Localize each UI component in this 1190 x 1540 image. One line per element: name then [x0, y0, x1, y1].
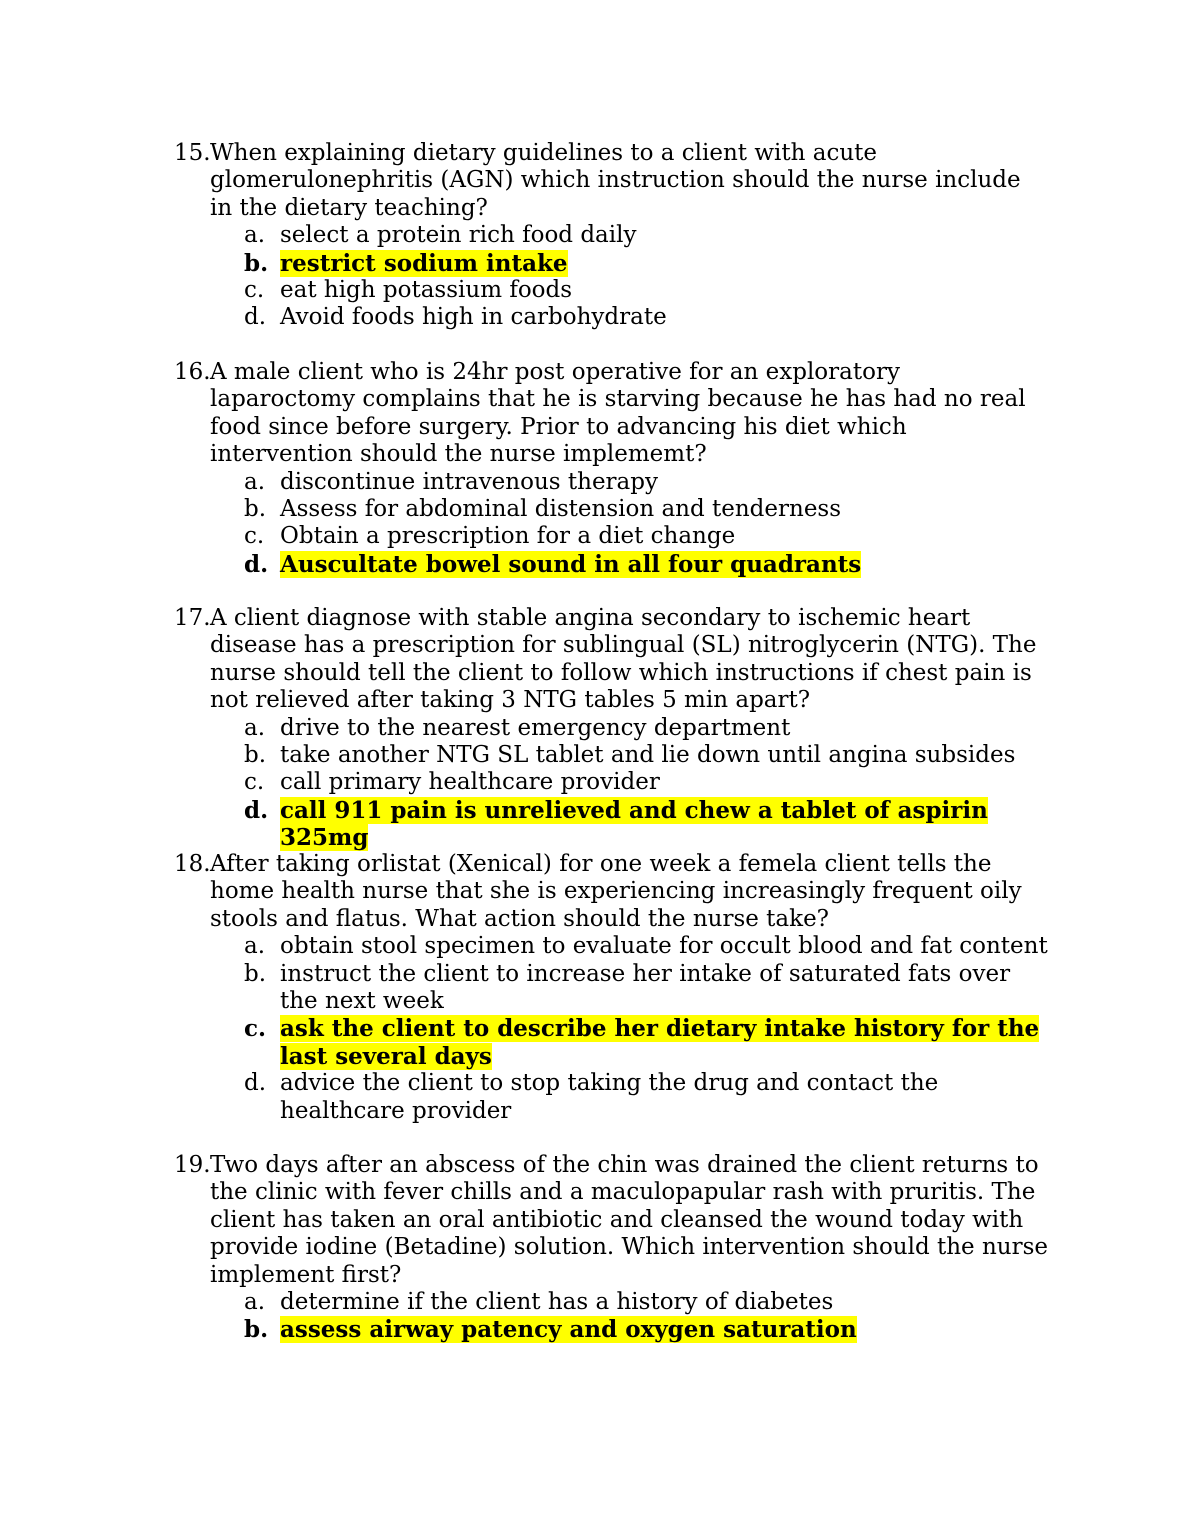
option-b — [244, 742, 1050, 769]
option-text-highlighted: call 911 pain is unrelieved and chew a tablet of aspirin 325mg — [280, 796, 988, 852]
option-d — [244, 1070, 1050, 1125]
question-text: When explaining dietary guidelines to a client with acute glomerulonephritis (AGN) which instruction should the nurse include in the dietary teaching? — [210, 140, 1021, 221]
option-a — [244, 222, 1050, 249]
question-19 — [0, 1152, 1190, 1344]
question-stem — [174, 851, 1050, 933]
option-text: Avoid foods high in carbohydrate — [280, 304, 667, 331]
option-text: select a protein rich food daily — [280, 222, 637, 249]
option-text-highlighted: restrict sodium intake — [280, 249, 568, 277]
answer-letter: d. — [244, 550, 269, 578]
question-stem — [174, 140, 1050, 222]
option-letter: a. — [244, 933, 266, 960]
option-letter: d. — [244, 304, 267, 331]
option-text: obtain stool specimen to evaluate for occult blood and fat content — [280, 933, 1048, 960]
answer-options — [0, 222, 1190, 332]
question-stem — [174, 605, 1050, 715]
question-number: 16. — [174, 359, 211, 385]
question-text: A client diagnose with stable angina secondary to ischemic heart disease has a prescription for sublingual (SL) nitroglycerin (NTG). The nurse should tell the client to follow which instructions if chest pain is not relieved after taking 3 NTG tables 5 min apart? — [210, 605, 1037, 714]
question-17 — [0, 605, 1190, 852]
question-15 — [0, 140, 1190, 332]
option-text: Obtain a prescription for a diet change — [280, 523, 736, 550]
question-18 — [0, 851, 1190, 1125]
option-text-highlighted: Auscultate bowel sound in all four quadrants — [280, 550, 862, 578]
option-text: advice the client to stop taking the drug and contact the healthcare provider — [280, 1070, 939, 1124]
question-text: After taking orlistat (Xenical) for one week a femela client tells the home health nurse that she is experiencing increasingly frequent oily stools and flatus. What action should the nurse take? — [210, 851, 1022, 932]
answer-options — [0, 469, 1190, 579]
question-16 — [0, 359, 1190, 578]
question-number: 15. — [174, 140, 211, 166]
answer-letter: d. — [244, 796, 269, 824]
option-a — [244, 1289, 1050, 1316]
option-b — [244, 496, 1050, 523]
answer-options — [0, 933, 1190, 1125]
question-number: 18. — [174, 851, 211, 877]
option-letter: a. — [244, 714, 266, 741]
answer-options — [0, 1289, 1190, 1344]
question-text: A male client who is 24hr post operative for an exploratory laparoctomy complains that he is starving because he has had no real food since before surgery. Prior to advancing his diet which intervention should the nurse implememt? — [210, 359, 1026, 468]
option-text: eat high potassium foods — [280, 277, 573, 304]
option-letter: c. — [244, 769, 265, 796]
option-c — [244, 277, 1050, 304]
option-a — [244, 468, 1050, 496]
option-letter: c. — [244, 523, 265, 550]
option-b-correct — [244, 249, 1050, 277]
answer-letter: b. — [244, 1316, 269, 1344]
option-text: drive to the nearest emergency department — [280, 714, 791, 741]
option-d-correct — [244, 550, 1050, 578]
answer-letter: b. — [244, 249, 269, 277]
option-a — [244, 933, 1050, 960]
question-text: Two days after an abscess of the chin was drained the client returns to the clinic with fever chills and a maculopapular rash with pruritis. The client has taken an oral antibiotic and cleansed the wound today with provide iodine (Betadine) solution. Which intervention should the nurse implement first? — [210, 1152, 1049, 1288]
option-text-highlighted: ask the client to describe her dietary intake history for the last several days — [280, 1015, 1040, 1070]
option-c — [244, 523, 1050, 550]
question-stem — [174, 359, 1050, 469]
option-letter: c. — [244, 277, 265, 304]
question-number: 17. — [174, 605, 211, 631]
option-b — [244, 960, 1050, 1016]
option-b-correct — [244, 1316, 1050, 1344]
answer-letter: c. — [244, 1015, 267, 1043]
option-text: instruct the client to increase her intake of saturated fats over the next week — [280, 960, 1011, 1015]
option-letter: d. — [244, 1070, 267, 1097]
option-text: call primary healthcare provider — [280, 769, 660, 796]
option-text: determine if the client has a history of diabetes — [280, 1289, 834, 1316]
option-letter: b. — [244, 960, 267, 987]
answer-options — [0, 715, 1190, 852]
option-text: discontinue intravenous therapy — [280, 468, 658, 495]
option-letter: b. — [244, 742, 267, 769]
option-letter: b. — [244, 496, 267, 523]
option-text: Assess for abdominal distension and tenderness — [280, 496, 842, 523]
option-d-correct — [244, 796, 1050, 852]
option-text-highlighted: assess airway patency and oxygen saturation — [280, 1316, 857, 1344]
option-c — [244, 769, 1050, 796]
option-d — [244, 304, 1050, 331]
option-c-correct — [244, 1015, 1050, 1070]
option-text: take another NTG SL tablet and lie down until angina subsides — [280, 742, 1016, 769]
option-letter: a. — [244, 1289, 266, 1316]
option-a — [244, 714, 1050, 742]
question-stem — [174, 1152, 1050, 1289]
option-letter: a. — [244, 222, 266, 249]
question-number: 19. — [174, 1152, 211, 1178]
option-letter: a. — [244, 468, 266, 495]
